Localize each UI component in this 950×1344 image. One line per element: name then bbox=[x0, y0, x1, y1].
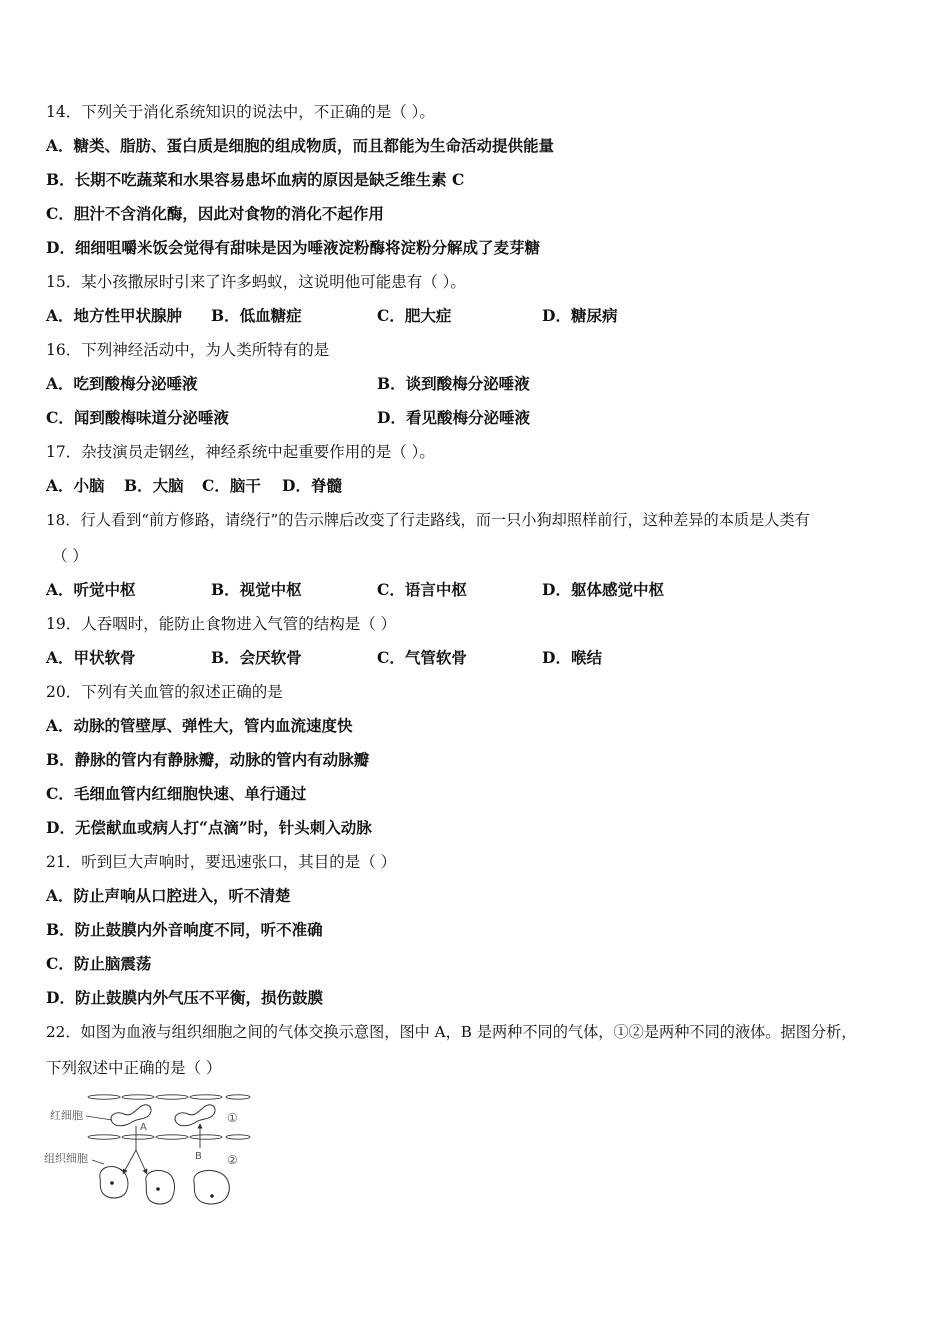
q16-option-d: D．看见酸梅分泌唾液 bbox=[377, 408, 530, 427]
q22-stem: 22．如图为血液与组织细胞之间的气体交换示意图，图中 A，B 是两种不同的气体，①②是两种不同的液体。据图分析， bbox=[46, 1023, 857, 1041]
q20-option-b: B．静脉的管内有静脉瓣，动脉的管内有动脉瓣 bbox=[46, 750, 370, 769]
q14-option-a: A．糖类、脂肪、蛋白质是细胞的组成物质，而且都能为生命活动提供能量 bbox=[46, 136, 555, 155]
label-gas-a: A bbox=[140, 1122, 147, 1133]
q18-option-c: C．语言中枢 bbox=[377, 580, 467, 599]
q21-option-b: B．防止鼓膜内外音响度不同，听不准确 bbox=[46, 920, 323, 939]
label-liquid-2: ② bbox=[227, 1153, 238, 1167]
q14-stem: 14．下列关于消化系统知识的说法中，不正确的是（ ）。 bbox=[46, 103, 435, 121]
q20-option-a: A．动脉的管壁厚、弹性大，管内血流速度快 bbox=[46, 716, 353, 735]
gas-a-arrow-left bbox=[124, 1150, 136, 1172]
q19-option-b: B．会厌软骨 bbox=[211, 648, 302, 667]
q15-stem: 15．某小孩撒尿时引来了许多蚂蚁，这说明他可能患有（ ）。 bbox=[46, 273, 466, 291]
q17-option-d: D．脊髓 bbox=[282, 476, 342, 495]
q18-option-a: A．听觉中枢 bbox=[46, 580, 136, 599]
capillary-wall-top bbox=[88, 1095, 250, 1099]
q20-option-c: C．毛细血管内红细胞快速、单行通过 bbox=[46, 784, 307, 803]
q21-stem: 21．听到巨大声响时，要迅速张口，其目的是（ ） bbox=[46, 853, 397, 871]
q17-option-b: B．大脑 bbox=[124, 476, 184, 495]
q16-options-row1 bbox=[46, 374, 926, 394]
q14-option-b: B．长期不吃蔬菜和水果容易患坏血病的原因是缺乏维生素 C bbox=[46, 170, 465, 189]
q21-option-a: A．防止声响从口腔进入，听不清楚 bbox=[46, 886, 291, 905]
q18-option-d: D．躯体感觉中枢 bbox=[542, 580, 664, 599]
rbc-leader-line bbox=[86, 1116, 112, 1120]
red-blood-cell-right bbox=[175, 1105, 215, 1126]
q22-stem-continuation: 下列叙述中正确的是（ ） bbox=[46, 1059, 222, 1077]
tissue-cell-3 bbox=[194, 1170, 229, 1204]
q16-option-b: B．谈到酸梅分泌唾液 bbox=[377, 374, 530, 393]
label-tissue-cell: 组织细胞 bbox=[44, 1152, 88, 1165]
gas-a-arrow-right bbox=[136, 1150, 146, 1172]
q20-option-d: D．无偿献血或病人打“点滴”时，针头刺入动脉 bbox=[46, 818, 372, 837]
q18-stem: 18．行人看到“前方修路，请绕行”的告示牌后改变了行走路线，而一只小狗却照样前行，这种差异的本质是人类有 bbox=[46, 511, 810, 529]
q15-option-a: A．地方性甲状腺肿 bbox=[46, 306, 183, 325]
q15-options bbox=[46, 306, 926, 326]
q18-options bbox=[46, 580, 926, 600]
q16-option-a: A．吃到酸梅分泌唾液 bbox=[46, 374, 198, 393]
q19-option-d: D．喉结 bbox=[542, 648, 602, 667]
label-red-blood-cell: 红细胞 bbox=[50, 1109, 83, 1122]
q14-option-d: D．细细咀嚼米饭会觉得有甜味是因为唾液淀粉酶将淀粉分解成了麦芽糖 bbox=[46, 238, 540, 257]
label-gas-b: B bbox=[195, 1151, 202, 1162]
q21-option-d: D．防止鼓膜内外气压不平衡，损伤鼓膜 bbox=[46, 988, 323, 1007]
q20-stem: 20．下列有关血管的叙述正确的是 bbox=[46, 683, 283, 701]
q19-option-c: C．气管软骨 bbox=[377, 648, 467, 667]
tissue-leader-line bbox=[92, 1160, 104, 1164]
q16-option-c: C．闻到酸梅味道分泌唾液 bbox=[46, 408, 229, 427]
q19-stem: 19．人吞咽时，能防止食物进入气管的结构是（ ） bbox=[46, 615, 397, 633]
q15-option-c: C．肥大症 bbox=[377, 306, 452, 325]
q15-option-d: D．糖尿病 bbox=[542, 306, 618, 325]
q17-stem: 17．杂技演员走钢丝，神经系统中起重要作用的是（ ）。 bbox=[46, 443, 435, 461]
q18-option-b: B．视觉中枢 bbox=[211, 580, 302, 599]
q16-options-row2 bbox=[46, 408, 926, 428]
q21-option-c: C．防止脑震荡 bbox=[46, 954, 152, 973]
q19-options bbox=[46, 648, 926, 668]
q14-option-c: C．胆汁不含消化酶，因此对食物的消化不起作用 bbox=[46, 204, 384, 223]
q17-option-c: C．脑干 bbox=[202, 476, 261, 495]
capillary-wall-bottom bbox=[88, 1135, 250, 1139]
q17-options bbox=[46, 476, 446, 496]
tissue-cell-1 bbox=[100, 1166, 128, 1198]
label-liquid-1: ① bbox=[227, 1111, 238, 1125]
q19-option-a: A．甲状软骨 bbox=[46, 648, 136, 667]
tissue-cell-2 bbox=[146, 1170, 175, 1204]
q16-stem: 16．下列神经活动中，为人类所特有的是 bbox=[46, 341, 330, 359]
q17-option-a: A．小脑 bbox=[46, 476, 105, 495]
gas-exchange-diagram bbox=[42, 1088, 252, 1213]
q18-stem-continuation: （ ） bbox=[52, 547, 88, 565]
q15-option-b: B．低血糖症 bbox=[211, 306, 302, 325]
